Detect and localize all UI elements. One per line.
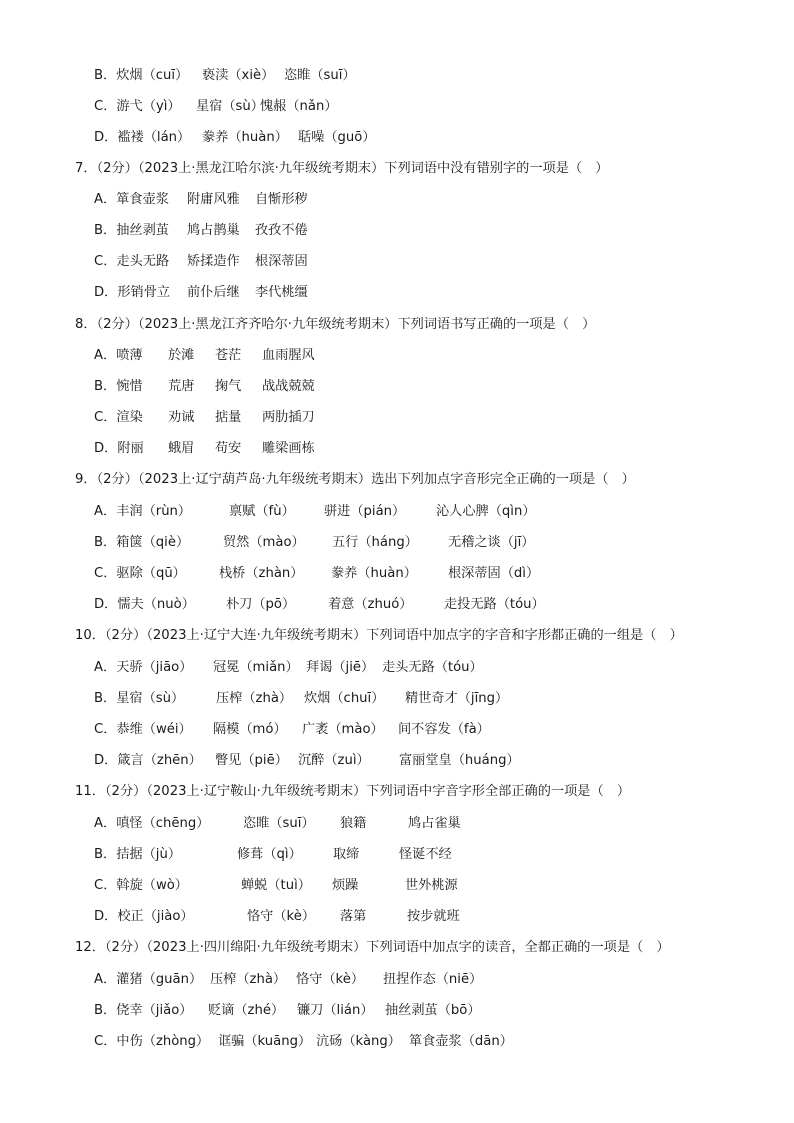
option-label-term: D．形销骨立	[94, 285, 171, 300]
option-label-term: B．抽丝剥茧	[94, 223, 169, 238]
question-text: 9．（2分）（2023上·辽宁葫芦岛·九年级统考期末）选出下列加点字音形完全正确的一项是（ ）	[75, 472, 635, 487]
option-term: 隔模（mó）	[213, 722, 287, 737]
option-term: 箪食壶浆（dān）	[409, 1034, 513, 1049]
option-term: 诓骗（kuāng）	[218, 1034, 312, 1049]
option-term: 恪守（kè）	[296, 972, 365, 987]
option-term: 落第	[340, 909, 367, 924]
option-label-term: B．星宿（sù）	[94, 691, 185, 706]
option-label-term: A．嗔怪（chēng）	[94, 816, 210, 831]
question-text: 11．（2分）（2023上·辽宁鞍山·九年级统考期末）下列词语中字音字形全部正确的一项是（ ）	[75, 784, 631, 799]
option-term: 禀赋（fù）	[229, 504, 295, 519]
option-term: 根深蒂固	[255, 254, 308, 269]
option-term: 蝉蜕（tuì）	[241, 878, 311, 893]
option-term: 附庸风雅	[187, 192, 240, 207]
option-term: 广袤（mào）	[302, 722, 384, 737]
option-term: 战战兢兢	[262, 379, 315, 394]
option-term: 亵渎（xiè）	[202, 68, 275, 83]
option-term: 鸠占鹊巢	[187, 223, 240, 238]
option-label-term: D．箴言（zhēn）	[94, 753, 202, 768]
option-label-term: B．箱箧（qiè）	[94, 535, 190, 550]
option-label-term: D．校正（jiào）	[94, 909, 194, 924]
option-term: 朴刀（pō）	[226, 597, 296, 612]
option-term: 血雨腥风	[262, 348, 315, 363]
option-term: 矫揉造作	[187, 254, 240, 269]
question-text: 7．（2分）（2023上·黑龙江哈尔滨·九年级统考期末）下列词语中没有错别字的一项是（ ）	[75, 161, 609, 176]
option-term: 前仆后继	[187, 285, 240, 300]
option-term: 压榨（zhà）	[210, 972, 287, 987]
option-label-term: D．懦夫（nuò）	[94, 597, 195, 612]
option-term: 五行（háng）	[332, 535, 418, 550]
option-term: 星宿（sù）	[196, 99, 264, 114]
option-term: 富丽堂皇（huáng）	[399, 753, 520, 768]
option-label-term: A．箪食壶浆	[94, 192, 169, 207]
option-term: 按步就班	[407, 909, 460, 924]
option-term: 精世奇才（jīng）	[405, 691, 509, 706]
option-label-term: D．附丽	[94, 441, 144, 456]
option-term: 李代桃缰	[255, 285, 308, 300]
option-term: 雕梁画栋	[262, 441, 315, 456]
option-term: 两肋插刀	[262, 410, 315, 425]
option-label-term: B．炊烟（cuī）	[94, 68, 189, 83]
option-term: 恪守（kè）	[247, 909, 316, 924]
option-label-term: B．侥幸（jiǎo）	[94, 1003, 193, 1018]
option-term: 蛾眉	[168, 441, 195, 456]
option-term: 沁人心脾（qìn）	[436, 504, 536, 519]
option-term: 苟安	[215, 441, 242, 456]
option-term: 自惭形秽	[255, 192, 308, 207]
question-text: 8．（2分）（2023上·黑龙江齐齐哈尔·九年级统考期末）下列词语书写正确的一项是（ ）	[75, 317, 596, 332]
option-term: 走投无路（tóu）	[444, 597, 545, 612]
option-term: 炊烟（chuī）	[304, 691, 385, 706]
option-term: 掂量	[215, 410, 242, 425]
option-term: 根深蒂固（dì）	[448, 566, 540, 581]
option-term: 狼籍	[340, 816, 367, 831]
option-term: 怪诞不经	[399, 847, 452, 862]
option-term: 走头无路（tóu）	[382, 660, 483, 675]
option-label-term: B．惋惜	[94, 379, 143, 394]
option-term: 於滩	[168, 348, 195, 363]
option-term: 聒噪（guō）	[298, 130, 376, 145]
option-term: 豢养（huàn）	[202, 130, 288, 145]
option-term: 烦躁	[332, 878, 359, 893]
option-term: 骈进（pián）	[324, 504, 406, 519]
option-term: 无稽之谈（jī）	[448, 535, 535, 550]
option-label-term: C．走头无路	[94, 254, 170, 269]
option-term: 压榨（zhà）	[216, 691, 293, 706]
option-label-term: C．恭维（wéi）	[94, 722, 192, 737]
option-term: 鸠占雀巢	[408, 816, 461, 831]
option-term: 着意（zhuó）	[328, 597, 413, 612]
option-term: 恣睢（suī）	[284, 68, 356, 83]
option-label-term: C．中伤（zhòng）	[94, 1034, 210, 1049]
option-term: 瞥见（piē）	[215, 753, 288, 768]
question-text: 12．（2分）（2023上·四川绵阳·九年级统考期末）下列词语中加点字的读音，全都正确的一项是（ ）	[75, 940, 670, 955]
option-term: 修葺（qì）	[237, 847, 302, 862]
option-label-term: C．斡旋（wò）	[94, 878, 188, 893]
option-label-term: B．拮据（jù）	[94, 847, 182, 862]
option-term: 掬气	[215, 379, 242, 394]
option-label-term: A．丰润（rùn）	[94, 504, 192, 519]
option-label-term: C．游弋（yì）	[94, 99, 181, 114]
option-term: 劝诫	[168, 410, 195, 425]
option-term: 沆砀（kàng）	[316, 1034, 401, 1049]
option-term: 恣睢（suī）	[243, 816, 315, 831]
option-term: 镰刀（lián）	[297, 1003, 374, 1018]
option-term: 贸然（mào）	[223, 535, 305, 550]
option-term: 间不容发（fà）	[398, 722, 490, 737]
option-term: 孜孜不倦	[255, 223, 308, 238]
option-term: 贬谪（zhé）	[208, 1003, 285, 1018]
option-term: 愧赧（nǎn）	[260, 99, 338, 114]
option-term: 豢养（huàn）	[331, 566, 417, 581]
option-label-term: C．渲染	[94, 410, 143, 425]
option-label-term: A．天骄（jiāo）	[94, 660, 193, 675]
option-label-term: A．灌猪（guān）	[94, 972, 203, 987]
option-term: 荒唐	[168, 379, 195, 394]
option-term: 沉醉（zuì）	[298, 753, 370, 768]
option-term: 扭捏作态（niē）	[383, 972, 483, 987]
option-label-term: D．褴褛（lán）	[94, 130, 191, 145]
option-term: 冠冕（miǎn）	[213, 660, 299, 675]
option-label-term: C．驱除（qū）	[94, 566, 186, 581]
option-term: 栈桥（zhàn）	[219, 566, 304, 581]
option-label-term: A．喷薄	[94, 348, 143, 363]
option-term: 世外桃源	[405, 878, 458, 893]
option-term: 拜谒（jiē）	[306, 660, 375, 675]
option-term: 苍茫	[215, 348, 242, 363]
option-term: 取缔	[333, 847, 360, 862]
option-term: 抽丝剥茧（bō）	[385, 1003, 481, 1018]
question-text: 10．（2分）（2023上·辽宁大连·九年级统考期末）下列词语中加点字的字音和字形都正确的一组是（ ）	[75, 628, 683, 643]
